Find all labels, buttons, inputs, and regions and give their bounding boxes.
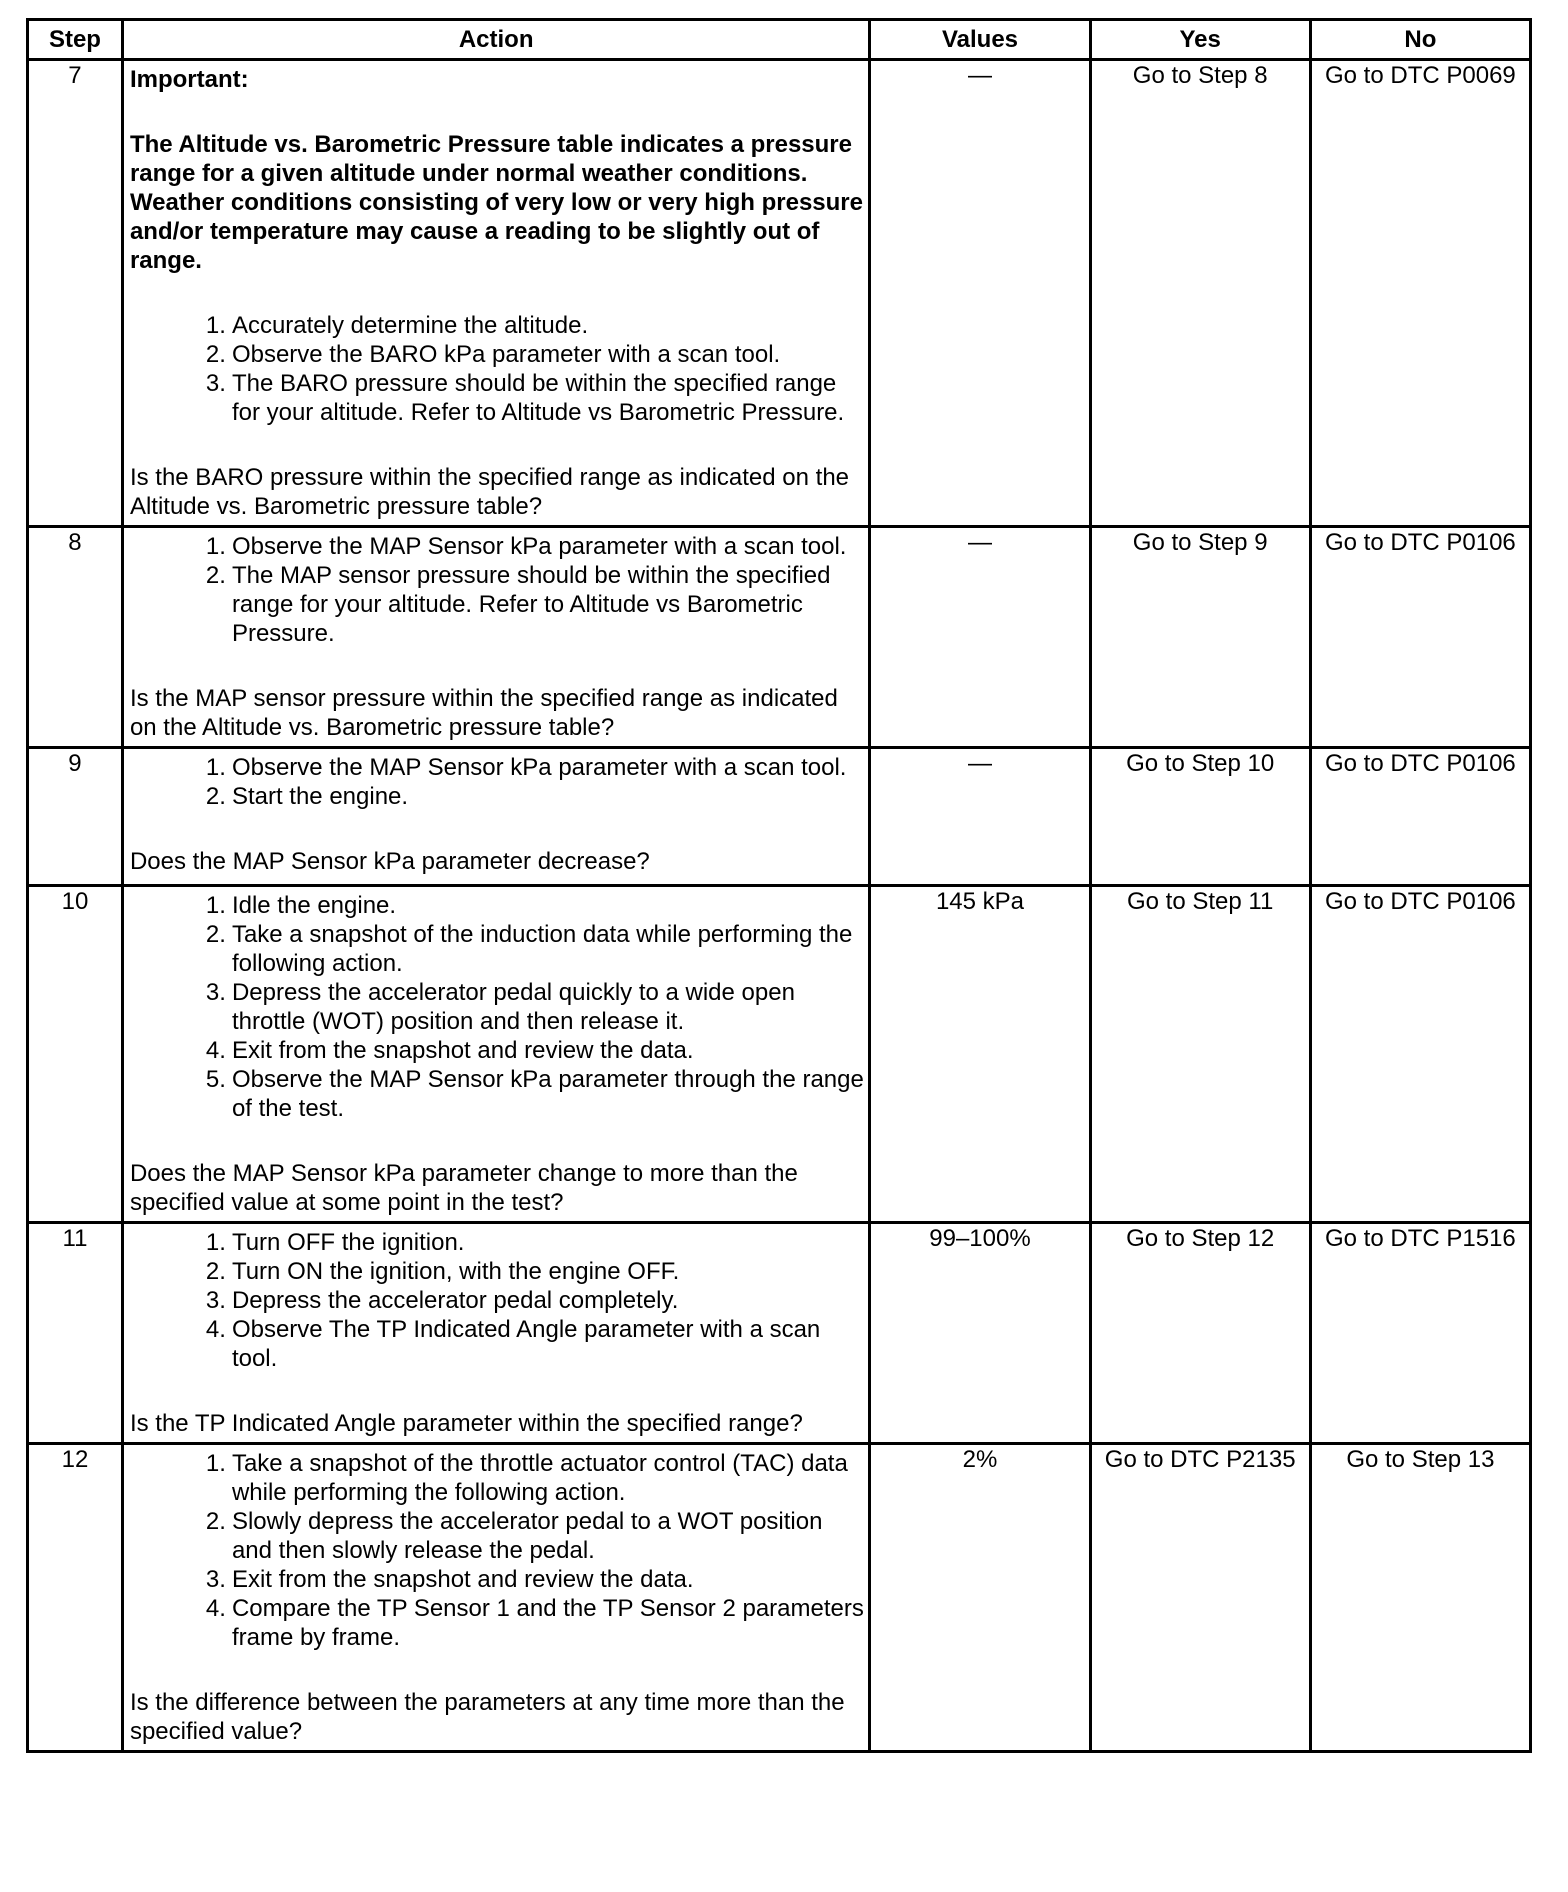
list-item [130, 1065, 864, 1123]
value-cell: 145 kPa [870, 886, 1090, 1223]
list-item-number: 3 . [130, 369, 230, 427]
question-text: Does the MAP Sensor kPa parameter decrease? [129, 848, 650, 875]
procedure-list [130, 1449, 864, 1652]
list-item [130, 311, 864, 340]
list-item-number: 1 . [130, 1228, 230, 1257]
list-item [130, 1286, 864, 1315]
procedure-list [130, 311, 864, 427]
list-item-text: Exit from the snapshot and review the data. [231, 1037, 694, 1064]
list-item-text: Observe the MAP Sensor kPa parameter with a scan tool. [231, 533, 847, 560]
header-action: Action [122, 20, 869, 60]
list-item-text: Compare the TP Sensor 1 and the TP Sensor 2 parameters frame by frame. [231, 1595, 864, 1651]
step-number: 8 [28, 527, 123, 748]
list-item-text: The BARO pressure should be within the specified range for your altitude. Refer to Altitude vs Barometric Pressure. [231, 370, 845, 426]
table-row [28, 886, 1531, 1223]
value-cell: — [870, 748, 1090, 886]
list-item-number: 2 . [130, 920, 230, 978]
no-outcome: Go to DTC P0106 [1310, 748, 1530, 886]
list-item [130, 340, 864, 369]
no-outcome: Go to DTC P1516 [1310, 1223, 1530, 1444]
step-number: 10 [28, 886, 123, 1223]
table-row [28, 527, 1531, 748]
important-label: Important: [129, 66, 249, 93]
important-note: The Altitude vs. Barometric Pressure table indicates a pressure range for a given altitude under normal weather conditions. Weather conditions consisting of very low or very high pressure and/or temperature may cause a reading to be slightly out of range. [129, 131, 863, 274]
yes-outcome: Go to Step 9 [1090, 527, 1310, 748]
no-outcome: Go to DTC P0106 [1310, 886, 1530, 1223]
table-row [28, 748, 1531, 886]
header-yes: Yes [1090, 20, 1310, 60]
procedure-list [130, 532, 864, 648]
step-number: 9 [28, 748, 123, 886]
list-item [130, 1565, 864, 1594]
list-item-number: 2 . [130, 561, 230, 648]
question-text: Is the difference between the parameters at any time more than the specified value? [129, 1689, 845, 1745]
table-row [28, 1444, 1531, 1752]
list-item [130, 1594, 864, 1652]
action-cell [122, 60, 869, 527]
list-item-number: 3 . [130, 1286, 230, 1315]
question-text: Is the TP Indicated Angle parameter within the specified range? [129, 1410, 803, 1437]
procedure-list [130, 753, 864, 811]
yes-outcome: Go to Step 10 [1090, 748, 1310, 886]
list-item-text: Observe the BARO kPa parameter with a scan tool. [231, 341, 781, 368]
list-item-text: Depress the accelerator pedal quickly to a wide open throttle (WOT) position and then release it. [231, 979, 795, 1035]
list-item [130, 561, 864, 648]
value-cell: — [870, 60, 1090, 527]
list-item-number: 5 . [130, 1065, 230, 1123]
yes-outcome: Go to Step 11 [1090, 886, 1310, 1223]
list-item [130, 920, 864, 978]
list-item-text: Observe the MAP Sensor kPa parameter with a scan tool. [231, 754, 847, 781]
question-text: Does the MAP Sensor kPa parameter change to more than the specified value at some point in the test? [129, 1160, 798, 1216]
list-item-number: 1 . [130, 311, 230, 340]
list-item-text: Observe The TP Indicated Angle parameter with a scan tool. [231, 1316, 821, 1372]
action-cell [122, 1223, 869, 1444]
procedure-list [130, 891, 864, 1123]
list-item-text: Observe the MAP Sensor kPa parameter through the range of the test. [231, 1066, 864, 1122]
list-item-number: 1 . [130, 753, 230, 782]
action-cell [122, 886, 869, 1223]
list-item-text: Turn OFF the ignition. [231, 1229, 465, 1256]
no-outcome: Go to Step 13 [1310, 1444, 1530, 1752]
action-cell [122, 527, 869, 748]
action-cell [122, 748, 869, 886]
list-item-number: 2 . [130, 782, 230, 811]
action-cell [122, 1444, 869, 1752]
step-number: 11 [28, 1223, 123, 1444]
list-item-text: The MAP sensor pressure should be within the specified range for your altitude. Refer to Altitude vs Barometric Pressure. [231, 562, 831, 647]
list-item [130, 1449, 864, 1507]
step-number: 12 [28, 1444, 123, 1752]
header-step: Step [28, 20, 123, 60]
yes-outcome: Go to Step 12 [1090, 1223, 1310, 1444]
list-item [130, 978, 864, 1036]
list-item [130, 1036, 864, 1065]
step-number: 7 [28, 60, 123, 527]
list-item [130, 753, 864, 782]
list-item [130, 891, 864, 920]
list-item-text: Slowly depress the accelerator pedal to a WOT position and then slowly release the pedal. [231, 1508, 823, 1564]
procedure-list [130, 1228, 864, 1373]
list-item-text: Idle the engine. [231, 892, 397, 919]
yes-outcome: Go to DTC P2135 [1090, 1444, 1310, 1752]
list-item-number: 3 . [130, 978, 230, 1036]
list-item-number: 1 . [130, 891, 230, 920]
table-row [28, 1223, 1531, 1444]
list-item-number: 2 . [130, 1507, 230, 1565]
list-item-text: Start the engine. [231, 783, 409, 810]
list-item-text: Depress the accelerator pedal completely. [231, 1287, 679, 1314]
yes-outcome: Go to Step 8 [1090, 60, 1310, 527]
list-item [130, 782, 864, 811]
list-item [130, 1228, 864, 1257]
header-row [28, 20, 1531, 60]
list-item-number: 2 . [130, 1257, 230, 1286]
list-item-text: Accurately determine the altitude. [231, 312, 589, 339]
list-item [130, 369, 864, 427]
value-cell: 99–100% [870, 1223, 1090, 1444]
list-item-number: 1 . [130, 532, 230, 561]
header-values: Values [870, 20, 1090, 60]
list-item-number: 2 . [130, 340, 230, 369]
no-outcome: Go to DTC P0069 [1310, 60, 1530, 527]
list-item [130, 1315, 864, 1373]
no-outcome: Go to DTC P0106 [1310, 527, 1530, 748]
list-item-number: 3 . [130, 1565, 230, 1594]
list-item-text: Take a snapshot of the throttle actuator control (TAC) data while performing the following action. [231, 1450, 848, 1506]
list-item-number: 4 . [130, 1315, 230, 1373]
table-body [28, 60, 1531, 1752]
list-item-number: 4 . [130, 1036, 230, 1065]
list-item [130, 1257, 864, 1286]
diagnostic-table [26, 18, 1532, 1753]
list-item-text: Exit from the snapshot and review the data. [231, 1566, 694, 1593]
list-item-number: 1 . [130, 1449, 230, 1507]
list-item [130, 532, 864, 561]
list-item-text: Take a snapshot of the induction data while performing the following action. [231, 921, 853, 977]
header-no: No [1310, 20, 1530, 60]
list-item-number: 4 . [130, 1594, 230, 1652]
value-cell: 2% [870, 1444, 1090, 1752]
question-text: Is the MAP sensor pressure within the specified range as indicated on the Altitude vs. Barometric pressure table? [129, 685, 838, 741]
list-item [130, 1507, 864, 1565]
value-cell: — [870, 527, 1090, 748]
question-text: Is the BARO pressure within the specified range as indicated on the Altitude vs. Barometric pressure table? [129, 464, 850, 520]
table-row [28, 60, 1531, 527]
list-item-text: Turn ON the ignition, with the engine OFF. [231, 1258, 680, 1285]
